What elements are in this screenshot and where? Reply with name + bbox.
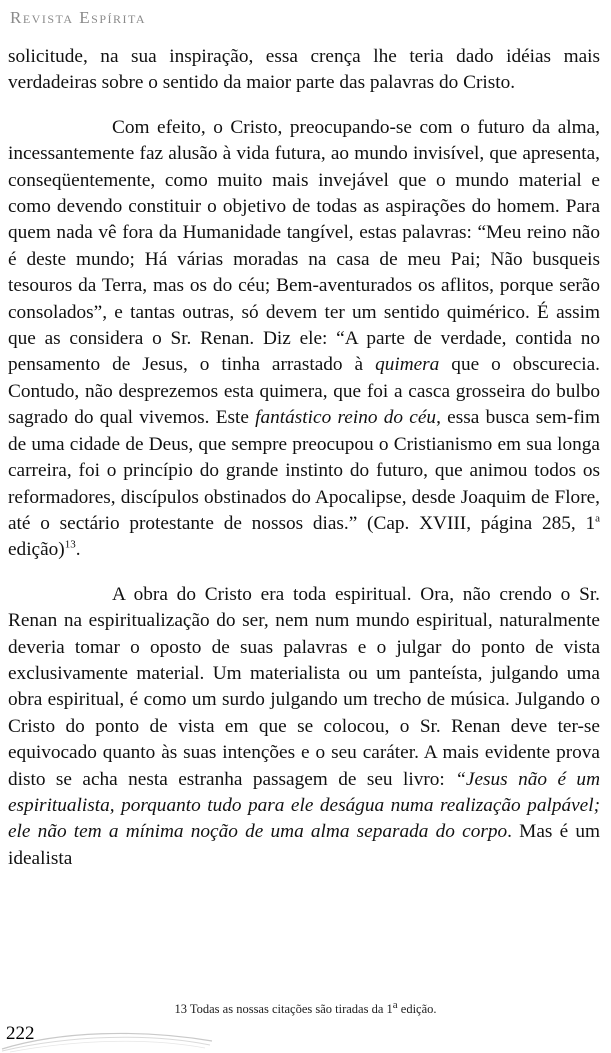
text-run: A obra do Cristo era toda espiritual. Ora, não crendo o Sr. Renan na espiritualização do ser, nem num mundo espiritual, naturalmente deveria tomar o oposto de suas palavras e o julgar do ponto de vista exclusivamente material. Um materialista ou um panteísta, julgando uma obra espiritual, é como um surdo julgando um trecho de música. Julgando o Cristo do ponto de vista em que se colocou, o Sr. Renan deve ter-se equivocado quanto às suas intenções e o seu caráter. A mais evidente prova disto se acha nesta estranha passagem de seu livro: <box>8 583 600 790</box>
text-run: , essa busca sem-fim de uma cidade de Deus, que sempre preocupou o Cristianismo em sua longa carreira, foi o princípio do grande instinto do futuro, que animou todos os reformadores, discípulos obstinados do Apocalipse, desde Joaquim de Flore, até o sectário protestante de nossos dias.” (Cap. XVIII, página 285, 1 <box>8 407 600 534</box>
paragraph <box>8 582 600 872</box>
text-run: solicitude, na sua inspiração, essa crença lhe teria dado idéias mais verdadeiras sobre o sentido da maior parte das palavras do Cristo. <box>8 46 600 94</box>
footnote-superscript: a <box>392 998 398 1011</box>
text-run: . Mas é um idealista <box>8 821 600 869</box>
page-number: 222 <box>6 1023 35 1044</box>
footnote-text-end: edição. <box>397 1002 437 1016</box>
footnote-text: Todas as nossas citações são tiradas da 1 <box>186 1002 393 1016</box>
paragraph <box>8 115 600 564</box>
text-run: Com efeito, o Cristo, preocupando-se com o futuro da alma, incessantemente faz alusão à vida futura, ao mundo invisível, que apresenta, conseqüentemente, como muito mais invejável que o mundo material e como devendo constituir o objetivo de todas as aspirações do homem. Para quem nada vê fora da Humanidade tangível, estas palavras: “Meu reino não é deste mundo; Há várias moradas na casa de meu Pai; Não busqueis tesouros da Terra, mas os do céu; Bem-aventurados os aflitos, porque serão consolados”, e tantas outras, só devem ter um sentido quimérico. É assim que as considera o Sr. Renan. Diz ele: “A parte de verdade, contida no pensamento de Jesus, o tinha arrastado à <box>8 116 600 376</box>
footnote-number: 13 <box>174 1002 187 1016</box>
footnote <box>0 998 611 1017</box>
superscript: a <box>595 512 600 525</box>
body-text <box>8 44 600 872</box>
italic-text: quimera <box>375 354 440 376</box>
superscript: 13 <box>64 538 76 551</box>
italic-text: “Jesus não é um espiritualista, porquanto tudo para ele deságua numa realização palpável; ele não tem a mínima noção de uma alma separada do corpo <box>8 768 600 843</box>
paragraph <box>8 44 600 97</box>
italic-text: fantástico reino do céu <box>255 407 437 429</box>
running-header: Revista Espírita <box>10 8 147 27</box>
text-run: . <box>75 539 81 561</box>
text-run: que o obscurecia. Contudo, não desprezemos esta quimera, que foi a casca grosseira do bulbo sagrado do qual vivemos. Este <box>8 354 600 429</box>
text-run: edição) <box>8 539 65 561</box>
